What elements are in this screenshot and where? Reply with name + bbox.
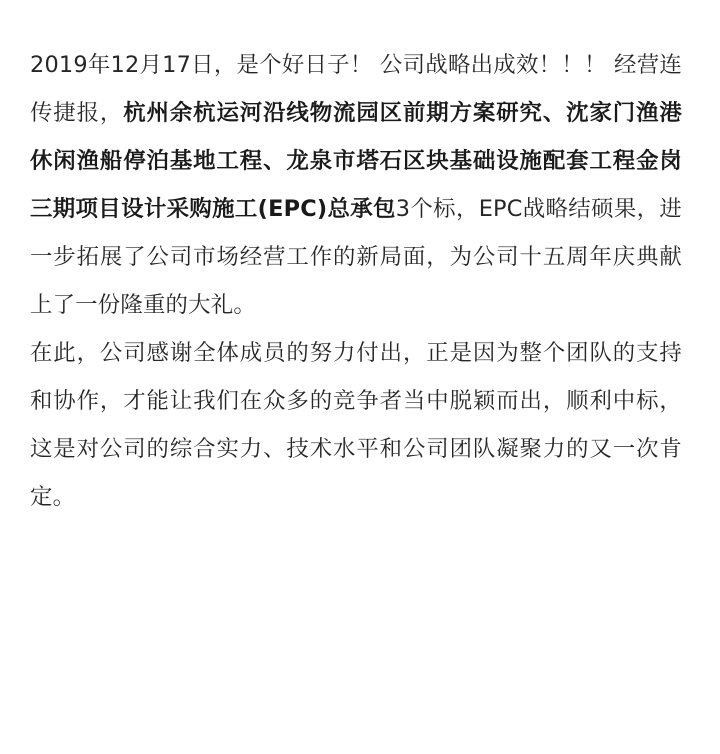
announcement-outcome-text: 3个标，EPC战略结硕果，进一步拓展了公司市场经营工作的新局面，为公司十五周年庆典献上了一份隆重的大礼。 xyxy=(30,196,682,318)
announcement-intro-text: 2019年12月17日，是个好日子！ 公司战略出成效！！！ 经营连传捷报， xyxy=(30,52,682,126)
winning-projects-text: 杭州余杭运河沿线物流园区前期方案研究、沈家门渔港休闲渔船停泊基地工程、龙泉市塔石区块基础设施配套工程金岗三期项目设计采购施工(EPC)总承包 xyxy=(30,100,682,222)
article-body xyxy=(30,41,682,521)
thanks-paragraph: 在此，公司感谢全体成员的努力付出，正是因为整个团队的支持和协作，才能让我们在众多的竞争者当中脱颖而出，顺利中标，这是对公司的综合实力、技术水平和公司团队凝聚力的又一次肯定。 xyxy=(30,340,682,510)
announcement-paragraph xyxy=(30,41,682,329)
